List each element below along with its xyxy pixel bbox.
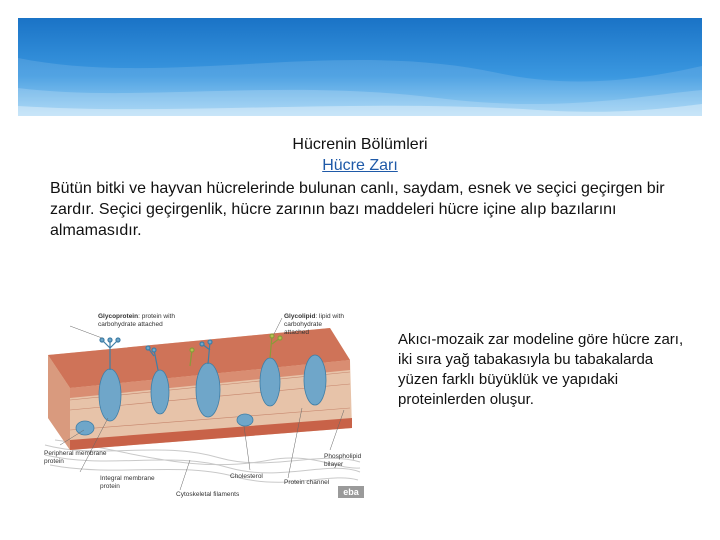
svg-text:Protein channel: Protein channel bbox=[284, 479, 330, 486]
fluid-mosaic-text: Akıcı-mozaik zar modeline göre hücre zarı, iki sıra yağ tabakasıyla bu tabakalarda yüzen farklı büyüklük ve yapıdaki proteinlerden oluşur. bbox=[398, 331, 684, 408]
svg-text:carbohydrate: carbohydrate bbox=[284, 321, 322, 328]
svg-text:protein: protein bbox=[44, 458, 64, 465]
header-banner bbox=[18, 18, 702, 116]
subtitle-link[interactable]: Hücre Zarı bbox=[322, 157, 398, 174]
svg-text:Integral membrane: Integral membrane bbox=[100, 475, 155, 482]
svg-text:protein: protein bbox=[100, 483, 120, 490]
svg-text:attached: attached bbox=[284, 329, 309, 336]
svg-text:Cholesterol: Cholesterol bbox=[230, 473, 263, 480]
svg-text:Peripheral membrane: Peripheral membrane bbox=[44, 450, 107, 457]
definition-paragraph: Bütün bitki ve hayvan hücrelerinde bulunan canlı, saydam, esnek ve seçici geçirgen bir zardır. Seçici geçirgenlik, hücre zarının bazı maddeleri hücre içine alıp bazılarını almamasıdır. bbox=[50, 180, 665, 239]
svg-text:carbohydrate attached: carbohydrate attached bbox=[98, 321, 163, 328]
eba-logo bbox=[338, 486, 364, 498]
svg-text:Glycoprotein: protein with: Glycoprotein: protein with bbox=[98, 313, 175, 320]
svg-text:Glycolipid: lipid with: Glycolipid: lipid with bbox=[284, 313, 344, 320]
slide-title: Hücrenin Bölümleri bbox=[292, 136, 428, 153]
svg-text:Phospholipid: Phospholipid bbox=[324, 453, 362, 460]
cell-membrane-diagram bbox=[40, 300, 368, 504]
svg-text:bilayer: bilayer bbox=[324, 461, 344, 468]
svg-text:Cytoskeletal filaments: Cytoskeletal filaments bbox=[176, 491, 240, 498]
svg-text:eba: eba bbox=[343, 487, 359, 497]
